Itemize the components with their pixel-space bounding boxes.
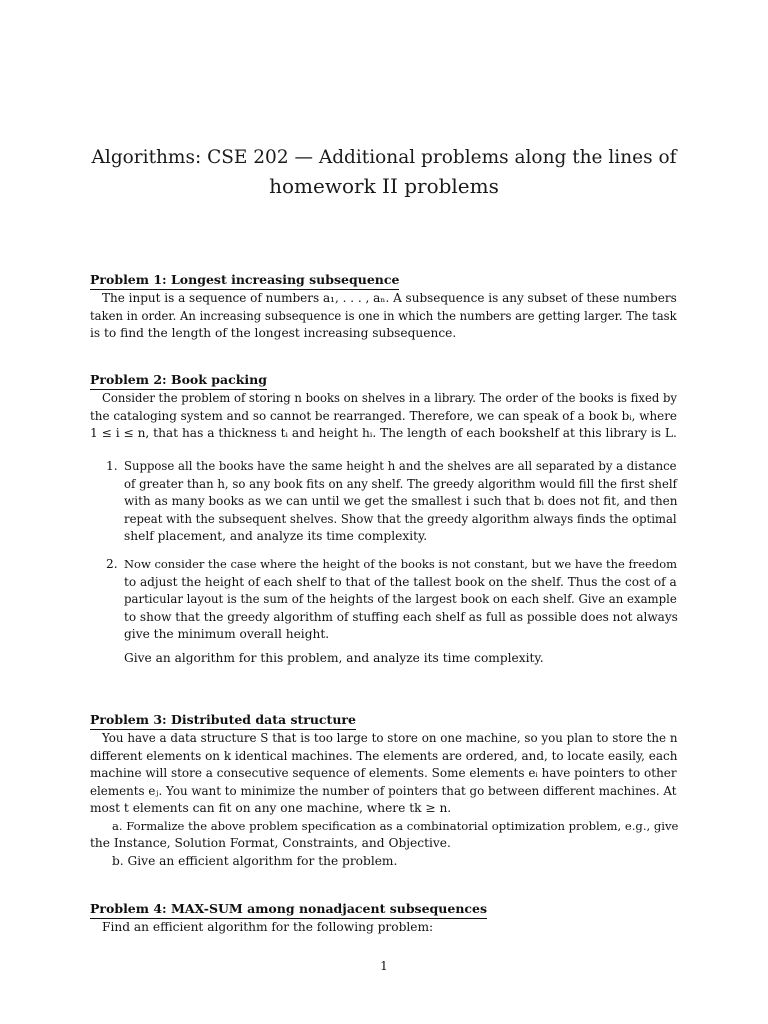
list-item-2-line: Now consider the case where the height of the books is not constant, but we have the freedom bbox=[124, 557, 677, 571]
problem-2-line: Consider the problem of storing n books on shelves in a library. The order of the books is fixed by bbox=[102, 391, 677, 405]
document-title bbox=[90, 143, 678, 201]
list-item-1-number: 1. bbox=[106, 459, 118, 473]
problem-4-text bbox=[90, 919, 680, 937]
list-item-1-line: repeat with the subsequent shelves. Show that the greedy algorithm always finds the optimal bbox=[124, 511, 677, 526]
problem-2-heading: Problem 2: Book packing bbox=[90, 372, 267, 390]
problem-2-line: the cataloging system and so cannot be rearranged. Therefore, we can speak of a book bᵢ, where bbox=[90, 408, 677, 423]
list-item-1-line: Suppose all the books have the same height h and the shelves are all separated by a distance bbox=[124, 459, 677, 473]
problem-3-line: machine will store a consecutive sequence of elements. Some elements eᵢ have pointers to other bbox=[90, 766, 677, 780]
problem-1-text bbox=[90, 290, 680, 343]
problem-2-line: 1 ≤ i ≤ n, that has a thickness tᵢ and height hᵢ. The length of each bookshelf at this library is L. bbox=[90, 426, 677, 440]
problem-3-heading: Problem 3: Distributed data structure bbox=[90, 712, 356, 730]
problem-1-line: taken in order. An increasing subsequence is one in which the numbers are getting larger. The task bbox=[90, 308, 677, 323]
list-item-1-line: with as many books as we can until we get the smallest i such that bᵢ does not fit, and then bbox=[124, 494, 678, 508]
problem-3-line: most t elements can fit on any one machine, where tk ≥ n. bbox=[90, 801, 452, 815]
list-item-1-line: of greater than h, so any book fits on any shelf. The greedy algorithm would fill the first shelf bbox=[124, 476, 677, 491]
list-item-2-line: to show that the greedy algorithm of stuffing each shelf as full as possible does not always bbox=[124, 609, 678, 624]
title-line-1: Algorithms: CSE 202 — Additional problems along the lines of bbox=[91, 147, 677, 168]
problem-3-part-a-line: the Instance, Solution Format, Constraints, and Objective. bbox=[90, 836, 451, 850]
problem-3-text bbox=[90, 730, 680, 870]
problem-3-part-b-line: b. Give an efficient algorithm for the problem. bbox=[112, 853, 398, 868]
list-item-1-text bbox=[124, 458, 680, 546]
list-item-2-followup bbox=[124, 650, 680, 668]
title-line-2: homework II problems bbox=[269, 174, 499, 198]
page-number: 1 bbox=[380, 959, 388, 973]
problem-1-heading: Problem 1: Longest increasing subsequence bbox=[90, 272, 399, 290]
list-item-2-followup-line: Give an algorithm for this problem, and analyze its time complexity. bbox=[124, 651, 544, 665]
problem-2-intro bbox=[90, 390, 680, 443]
problem-3-line: elements eⱼ. You want to minimize the number of pointers that go between different machines. At bbox=[90, 783, 677, 798]
problem-1-line: The input is a sequence of numbers a₁, . . . , aₙ. A subsequence is any subset of these numbers bbox=[102, 291, 677, 305]
problem-4-heading: Problem 4: MAX-SUM among nonadjacent subsequences bbox=[90, 901, 487, 919]
list-item-2-text bbox=[124, 556, 680, 644]
list-item-2-line: to adjust the height of each shelf to that of the tallest book on the shelf. Thus the cost of a bbox=[124, 574, 677, 589]
problem-4-line: Find an efficient algorithm for the following problem: bbox=[102, 920, 434, 934]
problem-3-part-a-line: a. Formalize the above problem specification as a combinatorial optimization problem, e.g., give bbox=[112, 818, 679, 833]
problem-3-line: different elements on k identical machines. The elements are ordered, and, to locate easily, each bbox=[90, 748, 678, 763]
problem-1-line: is to find the length of the longest increasing subsequence. bbox=[90, 326, 457, 340]
list-item-2-line: particular layout is the sum of the heights of the largest book on each shelf. Give an example bbox=[124, 592, 677, 606]
list-item-2-line: give the minimum overall height. bbox=[124, 627, 330, 641]
list-item-1-line: shelf placement, and analyze its time complexity. bbox=[124, 529, 428, 543]
problem-3-line: You have a data structure S that is too large to store on one machine, so you plan to store the n bbox=[102, 731, 678, 745]
list-item-2-number: 2. bbox=[106, 557, 118, 571]
